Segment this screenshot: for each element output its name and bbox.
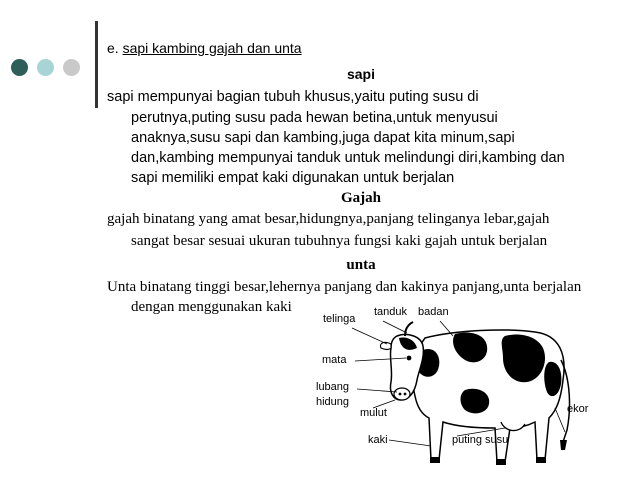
gajah-line-1: gajah binatang yang amat besar,hidungnya,panjang telinganya lebar,gajah (107, 211, 550, 227)
gajah-line-2: sangat besar sesuai ukuran tubuhnya fungsi kaki gajah untuk berjalan (131, 233, 548, 249)
cow-label-kaki: kaki (368, 434, 388, 446)
heading-prefix: e. (107, 40, 123, 56)
cow-label-mata: mata (322, 354, 347, 366)
sapi-line-1: sapi mempunyai bagian tubuh khusus,yaitu puting susu di (107, 89, 479, 105)
cow-label-telinga: telinga (323, 313, 356, 325)
gajah-title: Gajah (340, 190, 381, 206)
cow-label-badan: badan (418, 306, 449, 318)
cow-label-lubang: lubang (316, 381, 350, 393)
unta-title: unta (346, 257, 376, 273)
bullet-dot-dark (11, 59, 28, 76)
sapi-line-4: dan,kambing mempunyai tanduk untuk melindungi diri,kambing dan (131, 150, 565, 166)
sapi-line-2: perutnya,puting susu pada hewan betina,untuk menyusui (131, 110, 498, 126)
cow-label-mulut: mulut (360, 407, 387, 419)
unta-line-1: Unta binatang tinggi besar,lehernya panjang dan kakinya panjang,unta berjalan (107, 279, 582, 295)
cow-label-tanduk: tanduk (374, 306, 408, 318)
bullet-dot-light (37, 59, 54, 76)
sapi-title: sapi (346, 66, 375, 82)
cow-label-hidung: hidung (316, 396, 350, 408)
vertical-divider (95, 21, 98, 108)
sapi-line-3: anaknya,susu sapi dan kambing,juga dapat kita minum,sapi (131, 130, 515, 146)
cow-illustration (305, 300, 605, 472)
heading-title: sapi kambing gajah dan unta (122, 40, 302, 56)
cow-label-ekor: ekor (567, 403, 589, 415)
cow-label-puting-susu: puting susu (452, 434, 509, 446)
unta-line-2: dengan menggunakan kaki (131, 299, 292, 315)
bullet-dot-gray (63, 59, 80, 76)
sapi-line-5: sapi memiliki empat kaki digunakan untuk berjalan (131, 170, 455, 186)
section-heading (107, 40, 302, 56)
